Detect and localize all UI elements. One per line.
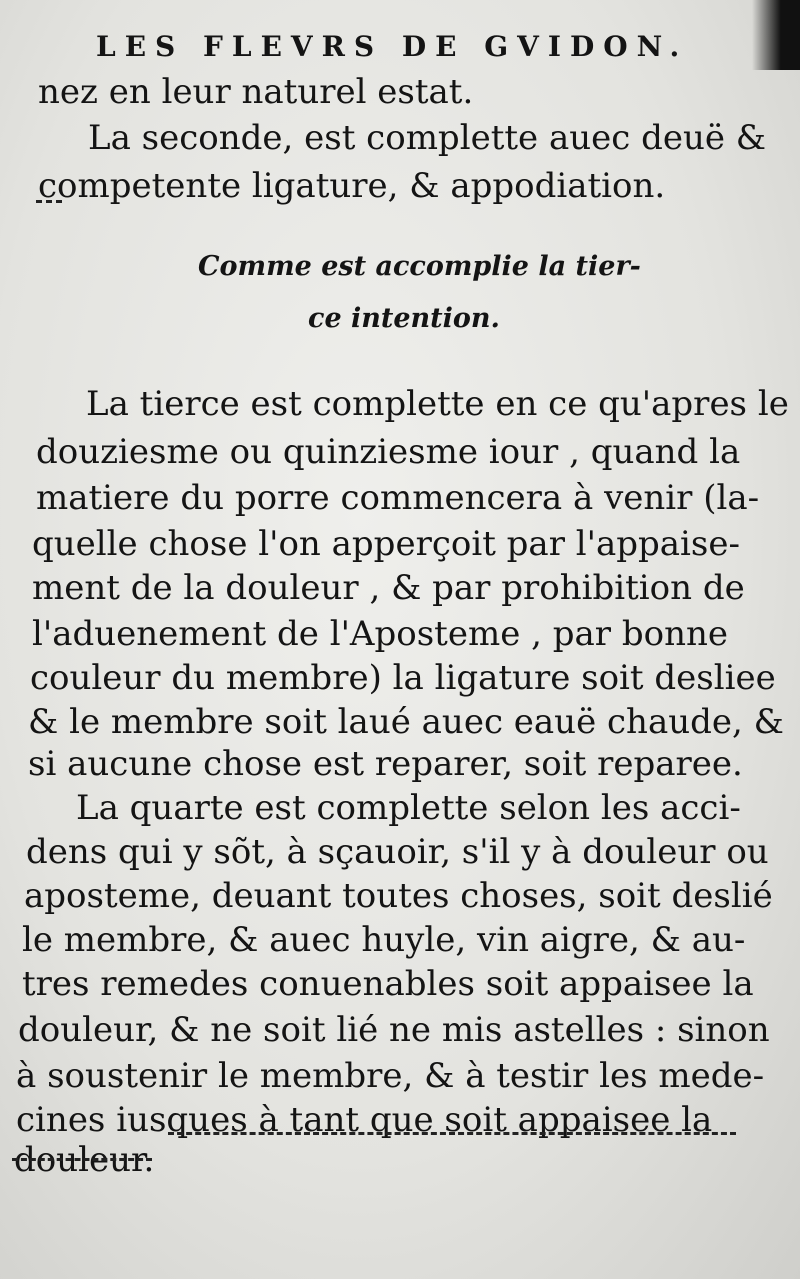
text-line: douleur, & ne soit lié ne mis astelles : sinon bbox=[18, 1010, 770, 1050]
text-line: aposteme, deuant toutes choses, soit deslié bbox=[24, 876, 773, 916]
text-line: cines iusques à tant que soit appaisee la bbox=[16, 1100, 713, 1140]
section-heading-line-1: Comme est accomplie la tier- bbox=[198, 251, 641, 282]
text-line: nez en leur naturel estat. bbox=[38, 72, 474, 112]
text-line: & le membre soit laué auec eauë chaude, & bbox=[28, 702, 784, 742]
text-line: ment de la douleur , & par prohibition de bbox=[32, 568, 745, 608]
hand-underline bbox=[168, 1132, 736, 1135]
text-line: La tierce est complette en ce qu'apres le bbox=[86, 384, 789, 424]
text-line: si aucune chose est reparer, soit reparee. bbox=[28, 744, 743, 784]
text-line: dens qui y sõt, à sçauoir, s'il y à douleur ou bbox=[26, 832, 769, 872]
text-line: douziesme ou quinziesme iour , quand la bbox=[36, 432, 741, 472]
text-line: le membre, & auec huyle, vin aigre, & au- bbox=[22, 920, 746, 960]
text-line: à soustenir le membre, & à testir les mede- bbox=[16, 1056, 765, 1096]
text-line: douleur. bbox=[14, 1140, 155, 1180]
hand-underline bbox=[36, 200, 62, 203]
text-line: couleur du membre) la ligature soit desliee bbox=[30, 658, 776, 698]
text-line: competente ligature, & appodiation. bbox=[38, 166, 666, 206]
section-heading-line-2: ce intention. bbox=[308, 303, 500, 334]
text-line: quelle chose l'on apperçoit par l'appaise- bbox=[32, 524, 740, 564]
hand-underline bbox=[12, 1158, 152, 1161]
text-line: l'aduenement de l'Aposteme , par bonne bbox=[32, 614, 728, 654]
text-line: La quarte est complette selon les acci- bbox=[76, 788, 741, 828]
text-line: tres remedes conuenables soit appaisee la bbox=[22, 964, 754, 1004]
text-line: matiere du porre commencera à venir (la- bbox=[36, 478, 760, 518]
text-line: La seconde, est complette auec deuë & bbox=[88, 118, 767, 158]
binding-shadow bbox=[752, 0, 800, 70]
running-title: LES FLEVRS DE GVIDON. bbox=[96, 30, 689, 63]
